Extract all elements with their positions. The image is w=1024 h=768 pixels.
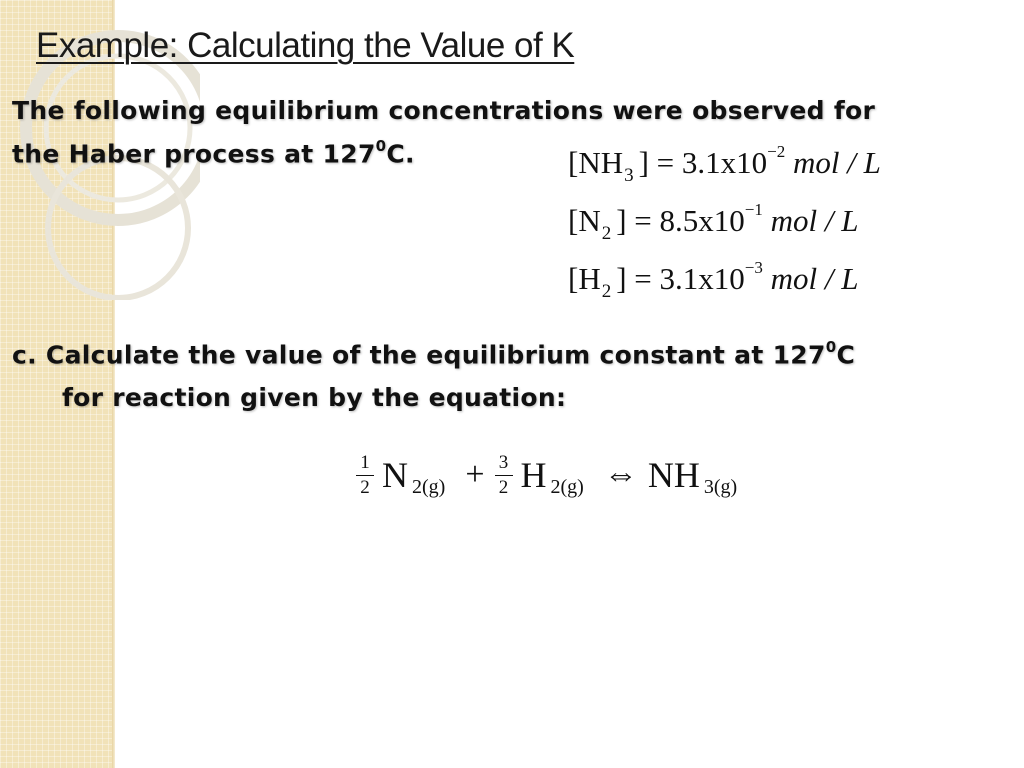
concentration-n2: [$N_2$ ] = $8.5x10^{-1}$ mol / L (568, 200, 859, 244)
product-nh: NH (647, 455, 700, 495)
coefficient-h2 (495, 452, 513, 499)
concentration-value: 3.1x10 (659, 261, 745, 296)
intro-line-2-suffix: C. (386, 139, 415, 169)
fraction-bar (356, 475, 374, 476)
slide-title: Example: Calculating the Value of K (36, 26, 575, 65)
intro-line-2 (12, 139, 415, 168)
unit: mol / L (770, 203, 859, 238)
denominator: 2 (360, 476, 370, 498)
reaction-equation (356, 440, 747, 510)
species: H (578, 261, 601, 296)
species-subscript: 2 (601, 281, 612, 302)
intro-line-2-text: the Haber process at 127 (12, 139, 376, 169)
coefficient-n2 (356, 452, 374, 499)
question-line-2: for reaction given by the equation: (62, 383, 567, 412)
equilibrium-arrow-icon: ⇔ (603, 456, 638, 493)
species: NH (578, 145, 624, 180)
product-subscript: 3(g) (703, 475, 738, 498)
fraction-bar (495, 475, 513, 476)
reactant-n: N (382, 455, 408, 495)
concentration-value: 8.5x10 (659, 203, 745, 238)
numerator: 1 (360, 451, 370, 473)
intro-superscript: 0 (375, 137, 387, 155)
concentration-h2: [$H_2$ ] = $3.1x10^{-3}$ mol / L (568, 258, 859, 302)
intro-line-1: The following equilibrium concentrations were observed for (12, 96, 876, 125)
exponent: −1 (744, 200, 763, 219)
question-line-1-text: c. Calculate the value of the equilibrium constant at 127 (12, 340, 826, 370)
exponent: −3 (744, 258, 763, 277)
exponent: −2 (767, 142, 786, 161)
reactant-n-subscript: 2(g) (412, 475, 446, 498)
concentration-nh3: [$NH_3$ ] = $3.1x10^{-2}$ mol / L (568, 142, 881, 186)
reactant-h: H (520, 455, 547, 495)
question-superscript: 0 (825, 338, 837, 356)
species: N (578, 203, 601, 238)
species-subscript: 3 (624, 165, 634, 186)
question-line-1 (12, 340, 855, 369)
concentration-value: 3.1x10 (681, 145, 768, 180)
question-line-1-suffix: C (836, 340, 856, 370)
denominator: 2 (498, 476, 509, 498)
plus-sign: + (465, 456, 485, 493)
reactant-h-subscript: 2(g) (550, 475, 584, 498)
unit: mol / L (793, 145, 881, 180)
unit: mol / L (770, 261, 859, 296)
species-subscript: 2 (601, 223, 612, 244)
numerator: 3 (498, 451, 509, 473)
